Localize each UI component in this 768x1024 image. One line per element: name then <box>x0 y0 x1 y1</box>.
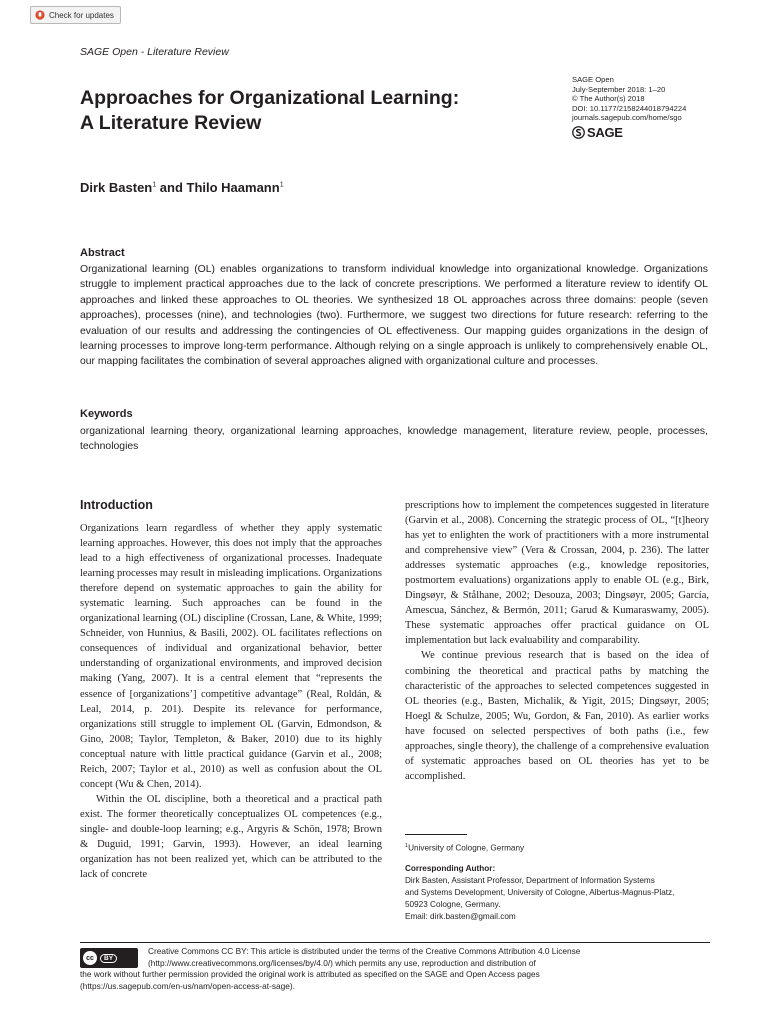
author-name: Thilo Haamann <box>186 180 280 195</box>
sage-logo-text: SAGE <box>587 124 623 140</box>
body-paragraph: We continue previous research that is based on the idea of combining the theoretical and practical paths by matching the characteristic of the approaches to selected competences suggested in OL theories (e.g., Basten, Michalik, & Yigit, 2015; Dingsøyr, 2005; Hoegl & Schulze, 2005; Wu, Gordon, & Fan, 2010). As earlier works have focused on selected perspectives of both paths (i.e., few approaches, single theory), the challenge of a comprehensive evaluation of systematic approaches based on OL theories has yet to be accomplished. <box>405 650 709 782</box>
corresponding-line: Dirk Basten, Assistant Professor, Department of Information Systems <box>405 875 655 885</box>
check-for-updates-label: Check for updates <box>49 10 114 20</box>
sage-logo-icon <box>572 126 585 139</box>
keywords-text: organizational learning theory, organizational learning approaches, knowledge management, literature review, people, processes, technologies <box>80 426 708 453</box>
sage-logo <box>572 126 686 139</box>
corresponding-line: and Systems Development, University of Cologne, Albertus-Magnus-Platz, <box>405 887 675 897</box>
journal-section-header: SAGE Open - Literature Review <box>80 46 229 58</box>
journal-url-link[interactable]: journals.sagepub.com/home/sgo <box>572 113 682 123</box>
author-list <box>80 180 284 195</box>
affiliation-footnote <box>405 840 709 855</box>
license-text-continued <box>80 969 710 992</box>
body-paragraph: prescriptions how to implement the competences suggested in literature (Garvin et al., 2008). Concerning the strategic process of OL, “[t]heory has yet to enlighten the work of practitioners with a more instrumental and comprehensive view” (Vera & Crossan, 2004, p. 236). The latter addresses systematic approaches (e.g., knowledge repositories, postmortem evaluations) organizations apply to enable OL (e.g., Birk, Dingsøyr, & Stålhane, 2002; Desouza, 2003; Dingsøyr, 2005; García, Amescua, Sánchez, & Bermón, 2011; Garud & Kumaraswamy, 2005). These systematic approaches offer practical guidance on OL implementation but lack evaluability and comparability. <box>405 500 709 647</box>
footnote-divider <box>405 834 467 835</box>
corresponding-email-link[interactable]: Email: dirk.basten@gmail.com <box>405 911 516 921</box>
right-column-body <box>405 498 709 828</box>
creative-commons-logo[interactable] <box>80 948 138 968</box>
keywords-heading: Keywords <box>80 408 133 420</box>
author-name: Dirk Basten <box>80 180 153 195</box>
license-line: the work without further permission provided the original work is attributed as specified on the SAGE and Open Access pages <box>80 969 540 979</box>
affiliation-footnote-marker: 1 <box>405 843 409 849</box>
journal-name: SAGE Open <box>572 75 614 84</box>
body-paragraph: Organizations learn regardless of whether they apply systematic learning approaches. However, this does not imply that the approaches lead to a high effectiveness of organizational processes. Inadequate learning processes may result in misleading implications. Organizations therefore depend on systematic approaches to gain the ability for systematic learning. Such approaches can be found in the organizational learning (OL) discipline (Crossan, Lane, & White, 1999; Schneider, von Hunnius, & Basili, 2002). OL facilitates reflections on consequences of individual and organizational behavior, better understanding of organizational environments, and improved decision making (Yang, 2007). It is a central element that “represents the essence of [organizations’] competitive advantage” (Real, Roldán, & Leal, 2014, p. 201). Despite its relevance for performance, organizations still struggle to implement OL (Garvin, Edmondson, & Gino, 2008; Taylor, Templeton, & Baker, 2010) due to its highly conceptual nature with little practical guidance (Garvin et al., 2008; Reich, 2007; Taylor et al., 2010) as well as confusion about the OL concept (Wu & Chen, 2014). <box>80 523 382 790</box>
check-for-updates-button[interactable] <box>30 6 121 24</box>
affiliation-marker: 1 <box>279 181 284 189</box>
copyright-line: © The Author(s) 2018 <box>572 94 645 104</box>
license-line: Creative Commons CC BY: This article is distributed under the terms of the Creative Commons Attribution 4.0 License <box>148 946 581 956</box>
corresponding-author-heading: Corresponding Author: <box>405 863 496 873</box>
left-column-body <box>80 521 382 926</box>
introduction-heading: Introduction <box>80 498 153 512</box>
update-check-icon <box>35 10 45 20</box>
footnotes <box>405 840 709 923</box>
license-divider <box>80 942 710 943</box>
affiliation-marker: 1 <box>152 181 157 189</box>
abstract-text: Organizational learning (OL) enables organizations to transform individual knowledge into organizational knowledge. Organizations struggle to implement practical approaches due to the lack of concrete prescriptions. We performed a literature review to identify OL approaches and linked these approaches to OL theories. We synthesized 18 OL approaches across three domains: people (seven approaches), processes (nine), and technologies (two). Furthermore, we suggest two directions for future research: referring to the evaluation of our results and addressing the contingencies of OL effectiveness. Our mapping guides organizations in the design of learning processes to improve long-term performance. Although relying on a single approach is unlikely to comprehensively enable OL, our mapping facilitates the combination of several approaches aligned with organizational culture and processes. <box>80 264 708 368</box>
license-text <box>148 946 708 969</box>
article-metadata <box>572 75 686 139</box>
corresponding-line: 50923 Cologne, Germany. <box>405 899 501 909</box>
article-title <box>80 86 459 136</box>
title-line-2: A Literature Review <box>80 112 262 134</box>
affiliation-text: University of Cologne, Germany <box>408 843 525 853</box>
abstract-heading: Abstract <box>80 247 125 259</box>
doi-link[interactable]: DOI: 10.1177/2158244018794224 <box>572 103 687 113</box>
open-access-link[interactable]: (https://us.sagepub.com/en-us/nam/open-access-at-sage). <box>80 980 295 991</box>
author-joiner: and <box>156 180 187 195</box>
cc-by-icon: BY <box>100 954 117 963</box>
title-line-1: Approaches for Organizational Learning: <box>80 87 460 109</box>
cc-icon: cc <box>83 951 97 965</box>
body-paragraph: Within the OL discipline, both a theoretical and a practical path exist. The former theoretically conceptualizes OL competences (e.g., single- and double-loop learning; e.g., Argyris & Schön, 1978; Brown & Duguid, 1991; Garvin, 1993). However, an ideal learning organization has not been realized yet, which can be attributed to the lack of concrete <box>80 793 382 881</box>
issue-info: July-September 2018: 1–20 <box>572 84 666 94</box>
license-url-link[interactable]: (http://www.creativecommons.org/licenses/by/4.0/) which permits any use, reproduction and distribution of <box>148 957 536 968</box>
